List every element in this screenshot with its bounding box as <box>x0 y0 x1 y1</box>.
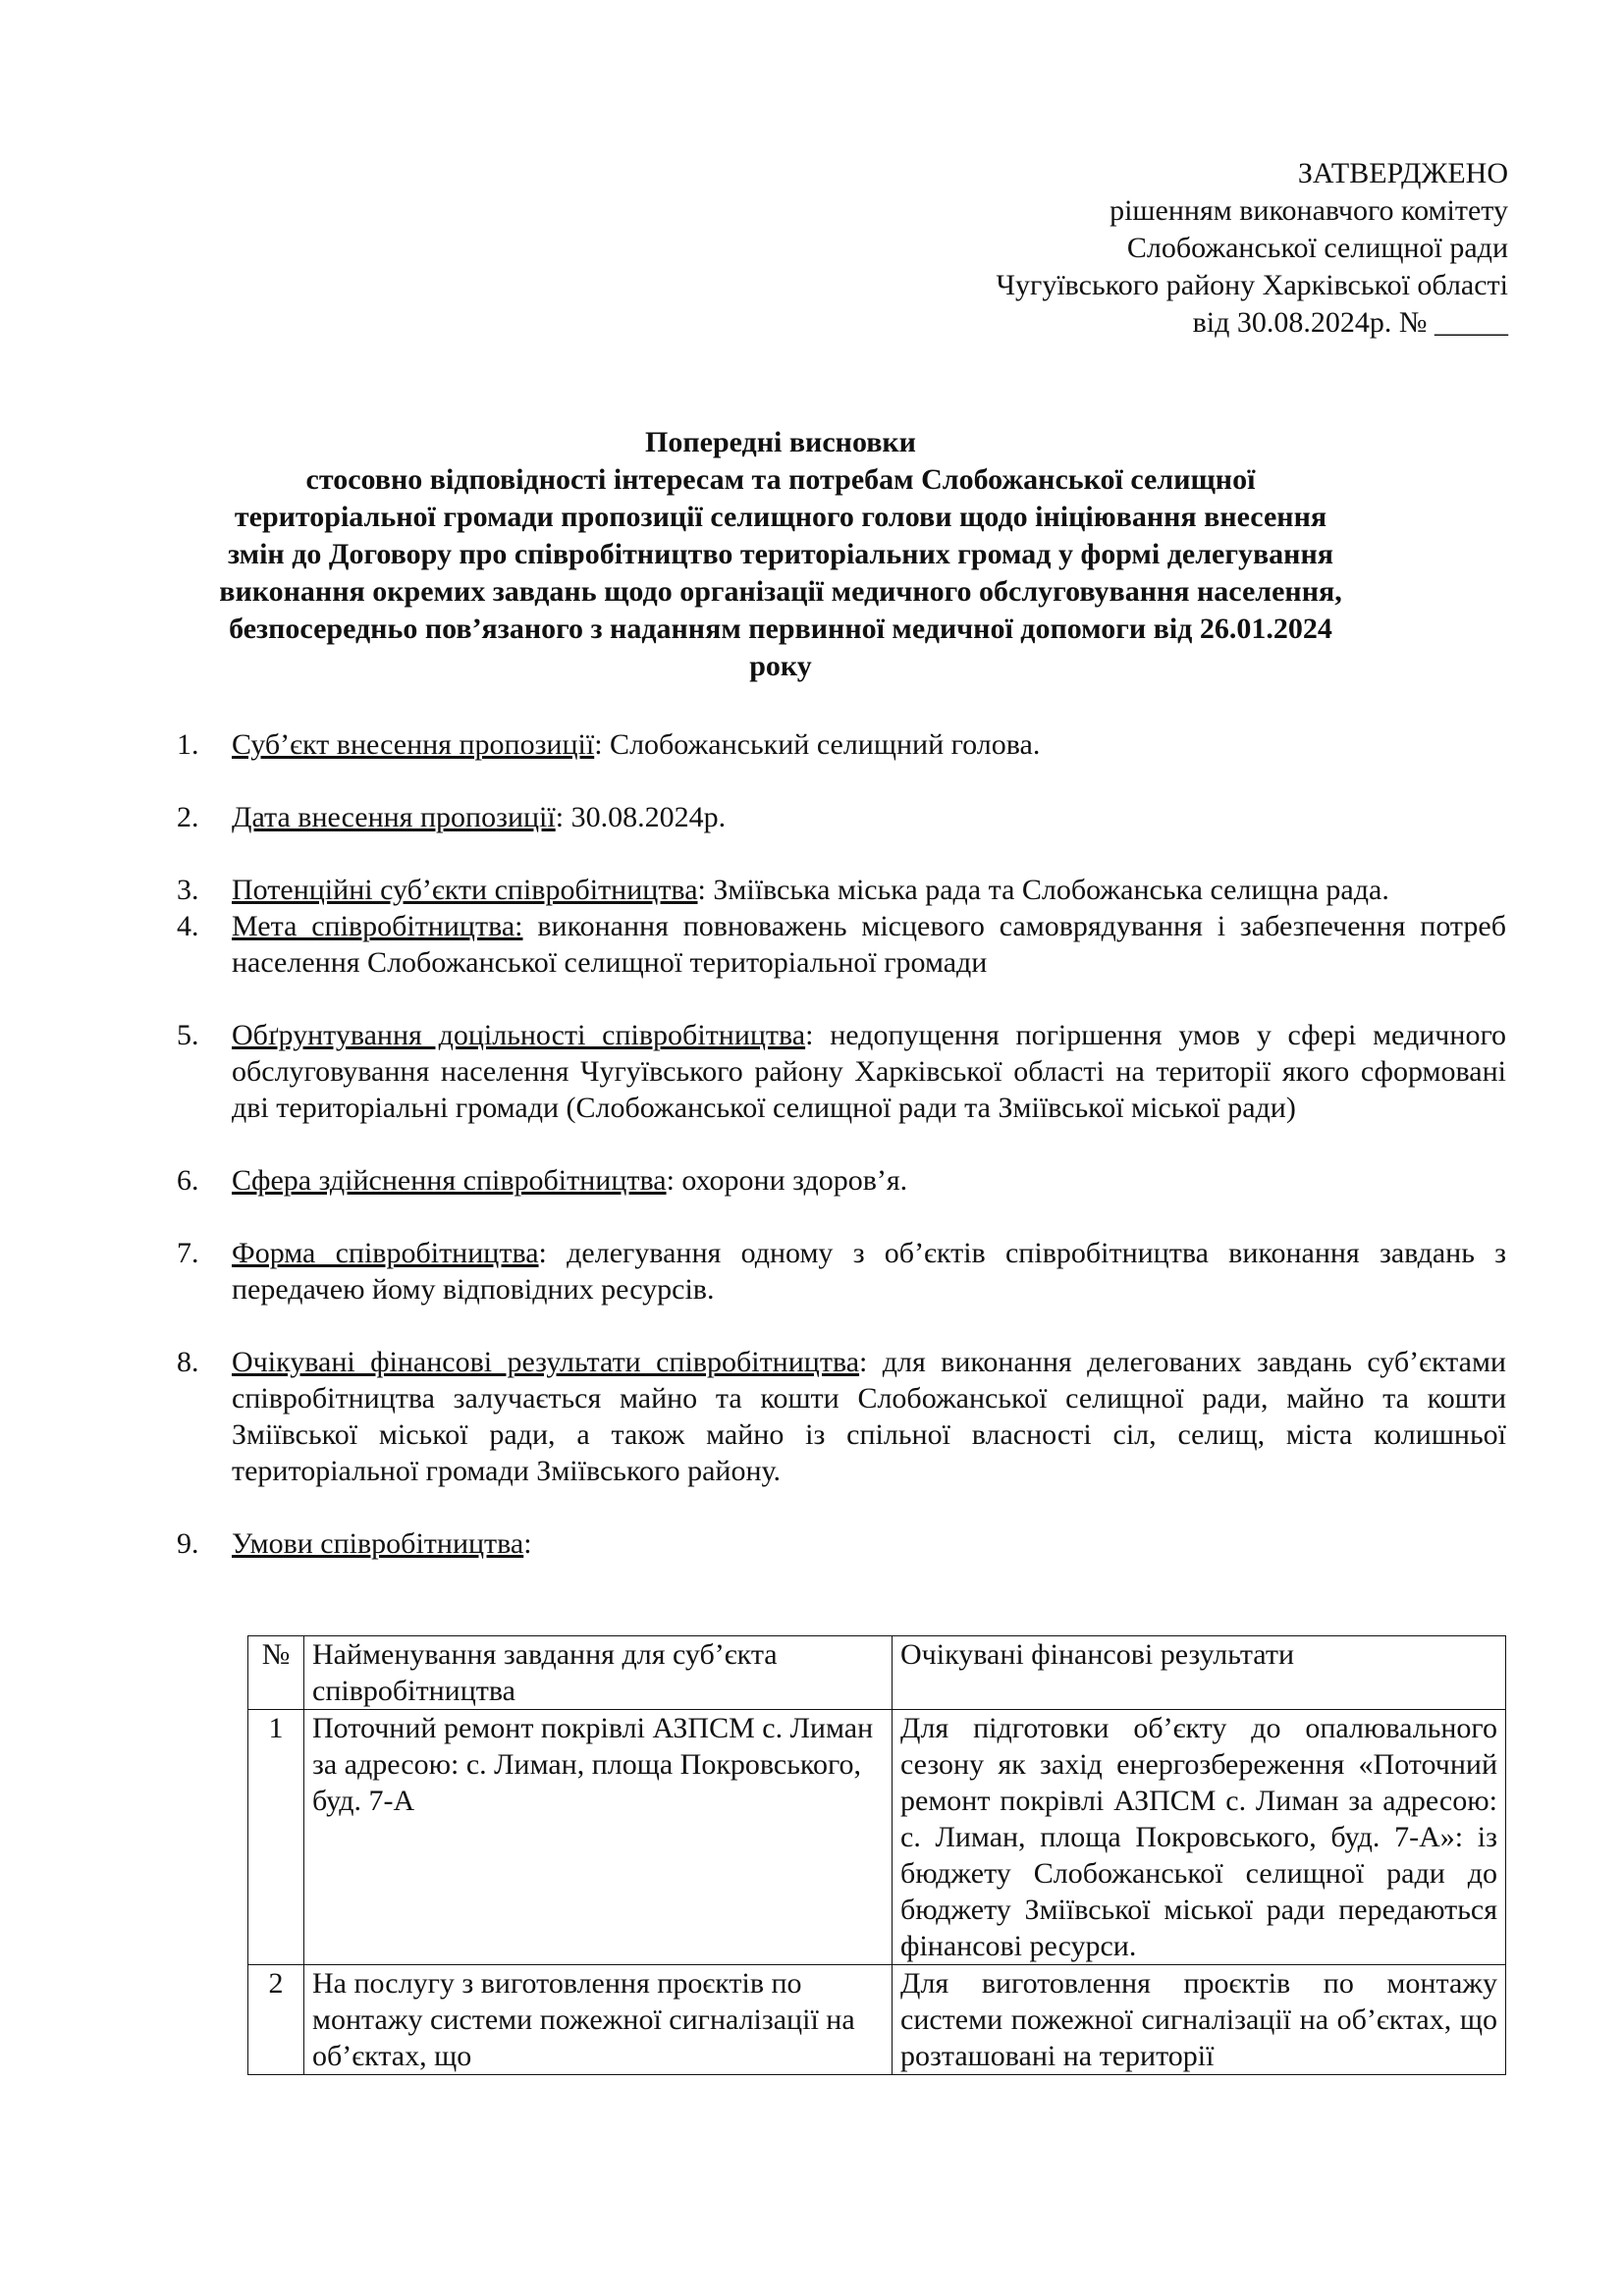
header-cell-result: Очікувані фінансові результати <box>893 1636 1506 1710</box>
list-item <box>177 1525 1506 1562</box>
item-text: : Зміївська міська рада та Слобожанська селищна рада. <box>697 874 1389 906</box>
list-item <box>177 1162 1506 1199</box>
item-text: : <box>523 1527 532 1560</box>
item-text: : Слобожанський селищний голова. <box>594 728 1041 761</box>
approval-date-line: від 30.08.2024р. № _____ <box>1192 306 1508 339</box>
item-text: : 30.08.2024р. <box>555 801 727 833</box>
item-label: Мета співробітництва: <box>232 910 523 942</box>
list-item <box>177 1235 1506 1308</box>
numbered-list <box>177 726 1506 1562</box>
item-number: 5. <box>177 1019 199 1051</box>
item-number: 9. <box>177 1527 199 1560</box>
header-cell-number: № <box>248 1636 304 1710</box>
approval-line: Слобожанської селищної ради <box>1126 232 1508 264</box>
item-label: Форма співробітництва <box>232 1237 539 1269</box>
item-label: Очікувані фінансові результати співробітництва <box>232 1346 860 1378</box>
item-number: 3. <box>177 874 199 906</box>
item-number: 4. <box>177 910 199 942</box>
table-row <box>248 1965 1506 2075</box>
title-line: територіальної громади пропозиції селищного голови щодо ініціювання внесення <box>234 501 1327 533</box>
item-number: 7. <box>177 1237 199 1269</box>
header-task-text: Найменування завдання для суб’єкта співробітництва <box>312 1638 778 1707</box>
title-line: виконання окремих завдань щодо організації медичного обслуговування населення, <box>219 575 1342 608</box>
list-item <box>177 908 1506 981</box>
list-item <box>177 726 1506 763</box>
task-cell: Поточний ремонт покрівлі АЗПСМ с. Лиман за адресою: с. Лиман, площа Покровського, буд. 7-А <box>304 1710 893 1965</box>
approval-line: Чугуївського району Харківської області <box>996 269 1508 301</box>
table-header-row <box>248 1636 1506 1710</box>
item-label: Суб’єкт внесення пропозиції <box>232 728 595 761</box>
item-number: 2. <box>177 801 199 833</box>
title-line: Попередні висновки <box>645 426 916 458</box>
item-number: 6. <box>177 1164 199 1197</box>
item-text: : для виконання делегованих завдань суб’єктами співробітництва залучається майно та кошти Слобожанської селищної ради, майно та кошти Зміївської міської ради, а також майно із спільної власності сіл, селищ, міста колишньої територіальної громади Зміївського району. <box>232 1346 1506 1487</box>
title-line: безпосередньо пов’язаного з наданням первинної медичної допомоги від 26.01.2024 <box>229 613 1332 645</box>
item-label: Потенційні суб’єкти співробітництва <box>232 874 698 906</box>
item-label: Сфера здійснення співробітництва <box>232 1164 667 1197</box>
list-item <box>177 1344 1506 1489</box>
item-text: : недопущення погіршення умов у сфері медичного обслуговування населення Чугуївського району Харківської області на території якого сформовані дві територіальні громади (Слобожанської селищної ради та Зміївської міської ради) <box>232 1019 1506 1124</box>
approval-heading: ЗАТВЕРДЖЕНО <box>1297 157 1508 189</box>
item-text: виконання повноважень місцевого самоврядування і забезпечення потреб населення Слобожанської селищної територіальної громади <box>232 910 1506 979</box>
row-number-cell: 2 <box>248 1965 304 2075</box>
item-text: : делегування одному з об’єктів співробітництва виконання завдань з передачею йому відповідних ресурсів. <box>232 1237 1507 1306</box>
title-line: року <box>749 650 812 682</box>
list-item <box>177 799 1506 835</box>
item-number: 8. <box>177 1346 199 1378</box>
approval-stamp-block <box>997 155 1508 342</box>
item-number: 1. <box>177 728 199 761</box>
item-label: Дата внесення пропозиції <box>232 801 556 833</box>
approval-line: рішенням виконавчого комітету <box>1110 194 1508 227</box>
row-number-cell: 1 <box>248 1710 304 1965</box>
item-label: Умови співробітництва <box>232 1527 524 1560</box>
item-label: Обґрунтування доцільності співробітництва <box>232 1019 806 1051</box>
title-line: змін до Договору про співробітництво територіальних громад у формі делегування <box>228 538 1333 570</box>
item-text: : охорони здоров’я. <box>666 1164 908 1197</box>
header-cell-task <box>304 1636 893 1710</box>
list-item <box>177 1017 1506 1126</box>
result-cell: Для виготовлення проєктів по монтажу системи пожежної сигналізації на об’єктах, що розташовані на території <box>893 1965 1506 2075</box>
title-line: стосовно відповідності інтересам та потребам Слобожанської селищної <box>305 463 1256 496</box>
document-title <box>147 424 1414 685</box>
conditions-table <box>247 1635 1506 2075</box>
list-item <box>177 872 1506 908</box>
result-cell: Для підготовки об’єкту до опалювального сезону як захід енергозбереження «Поточний ремонт покрівлі АЗПСМ с. Лиман за адресою: с. Лиман, площа Покровського, буд. 7-А»: із бюджету Слобожанської селищної ради до бюджету Зміївської міської ради передаються фінансові ресурси. <box>893 1710 1506 1965</box>
task-cell: На послугу з виготовлення проєктів по монтажу системи пожежної сигналізації на об’єктах, що <box>304 1965 893 2075</box>
table-row <box>248 1710 1506 1965</box>
